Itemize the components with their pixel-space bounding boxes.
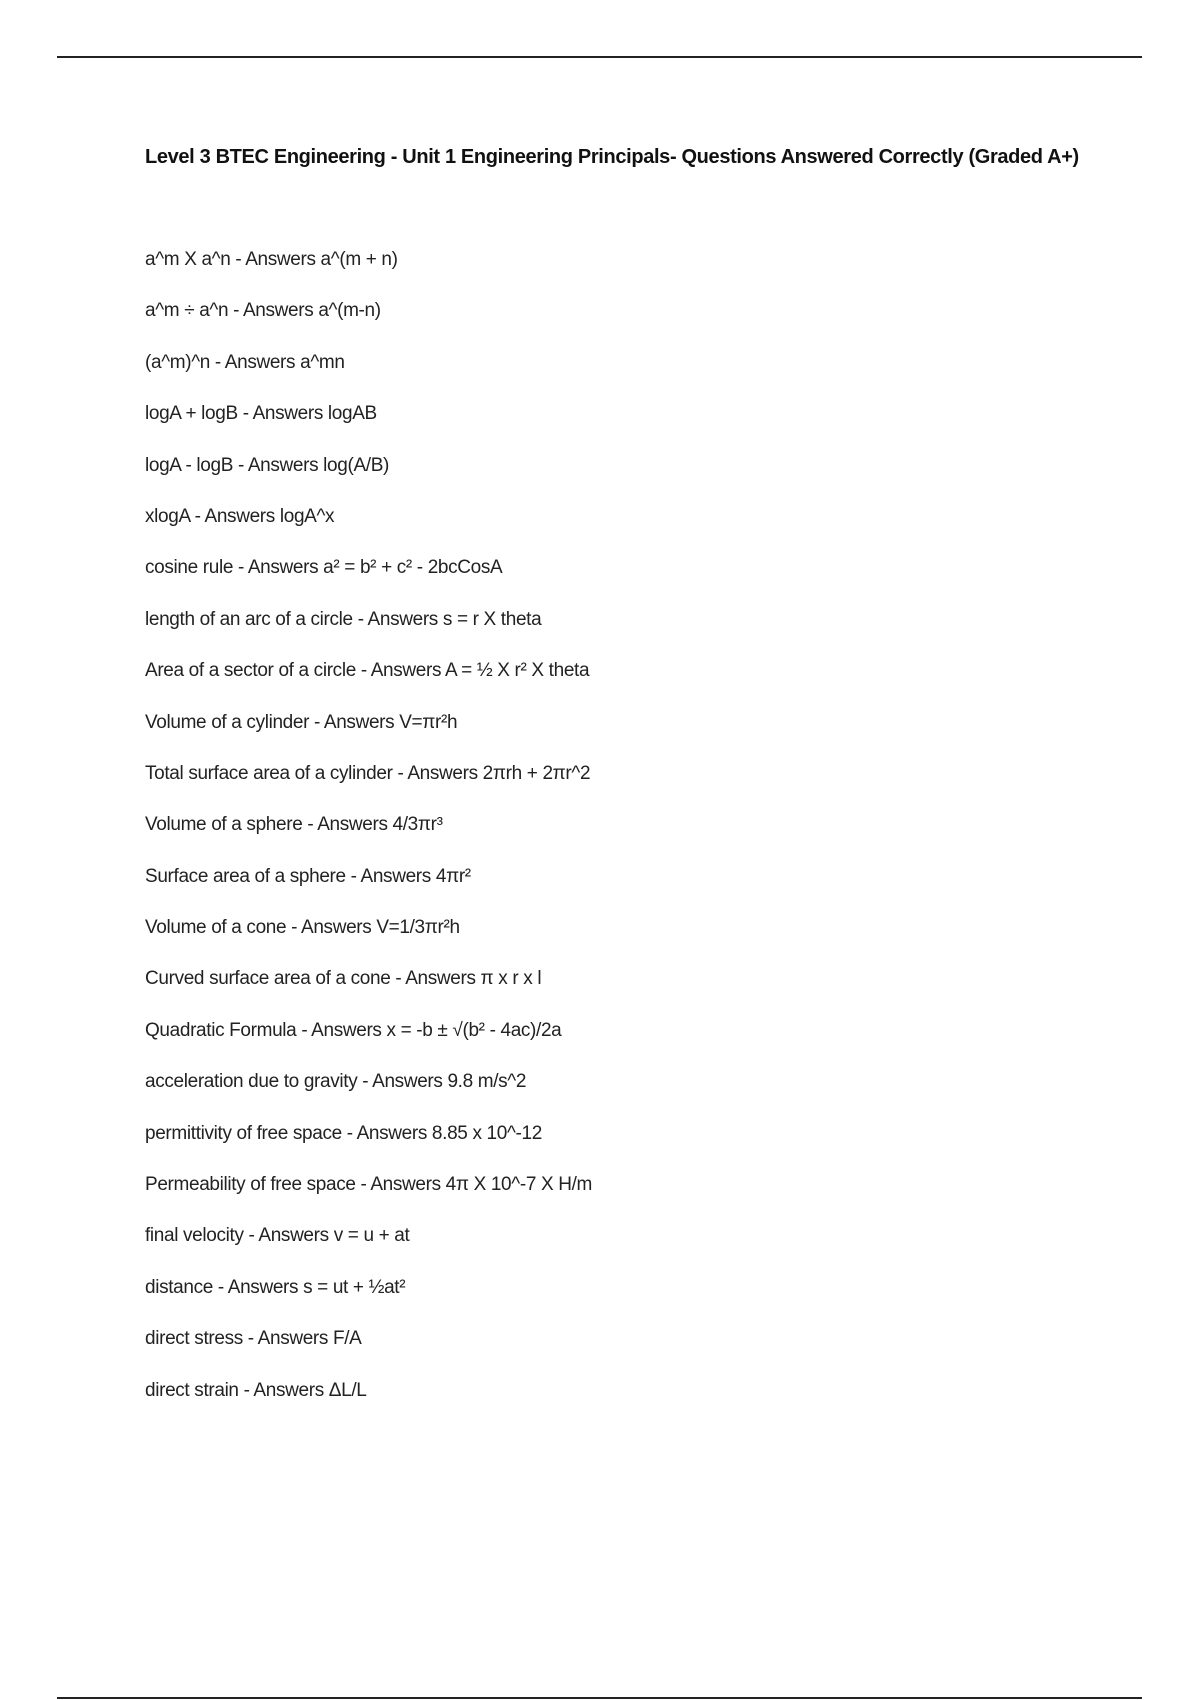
- qa-item: xlogA - Answers logA^x: [145, 505, 335, 527]
- qa-item: Total surface area of a cylinder - Answers 2πrh + 2πr^2: [145, 762, 591, 784]
- qa-item: permittivity of free space - Answers 8.85 x 10^-12: [145, 1122, 542, 1144]
- qa-item: Volume of a sphere - Answers 4/3πr³: [145, 814, 443, 836]
- qa-item: distance - Answers s = ut + ½at²: [145, 1276, 406, 1298]
- qa-item: Curved surface area of a cone - Answers π x r x l: [145, 968, 542, 990]
- qa-item: cosine rule - Answers a² = b² + c² - 2bcCosA: [145, 557, 503, 579]
- qa-item: Surface area of a sphere - Answers 4πr²: [145, 865, 471, 887]
- qa-item: Volume of a cylinder - Answers V=πr²h: [145, 711, 458, 733]
- qa-item: direct stress - Answers F/A: [145, 1328, 362, 1350]
- qa-item: Quadratic Formula - Answers x = -b ± √(b² - 4ac)/2a: [145, 1019, 562, 1041]
- qa-item: a^m X a^n - Answers a^(m + n): [145, 249, 398, 270]
- qa-list: [145, 249, 592, 1431]
- qa-item: direct strain - Answers ΔL/L: [145, 1379, 367, 1401]
- qa-item: final velocity - Answers v = u + at: [145, 1225, 410, 1247]
- qa-item: logA - logB - Answers log(A/B): [145, 454, 389, 476]
- qa-item: logA + logB - Answers logAB: [145, 403, 377, 425]
- header-rule: [57, 56, 1142, 58]
- qa-item: Permeability of free space - Answers 4π X 10^-7 X H/m: [145, 1174, 592, 1196]
- qa-item: Area of a sector of a circle - Answers A = ½ X r² X theta: [145, 660, 590, 682]
- qa-item: length of an arc of a circle - Answers s = r X theta: [145, 608, 542, 630]
- qa-item: a^m ÷ a^n - Answers a^(m-n): [145, 300, 381, 322]
- document-title: Level 3 BTEC Engineering - Unit 1 Engineering Principals- Questions Answered Correctly (Graded A+): [145, 146, 1079, 168]
- qa-item: acceleration due to gravity - Answers 9.8 m/s^2: [145, 1071, 527, 1093]
- footer-rule: [57, 1697, 1142, 1699]
- qa-item: Volume of a cone - Answers V=1/3πr²h: [145, 917, 460, 939]
- qa-item: (a^m)^n - Answers a^mn: [145, 351, 345, 373]
